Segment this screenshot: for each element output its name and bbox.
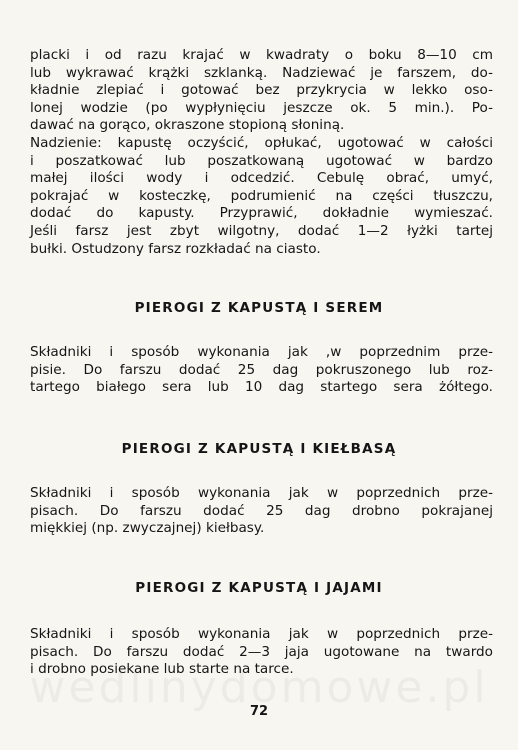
section-title-sausage: PIEROGI Z KAPUSTĄ I KIEŁBASĄ bbox=[121, 441, 397, 457]
text-line: pisie. Do farszu dodać 25 dag pokruszonego lub roz- bbox=[30, 361, 493, 378]
text-line: Składniki i sposób wykonania jak ,w poprzednim prze- bbox=[30, 344, 493, 360]
text-line: placki i od razu krajać w kwadraty o boku 8—10 cm bbox=[30, 47, 493, 63]
text-line: dodać do kapusty. Przyprawić, dokładnie wymieszać. bbox=[30, 205, 493, 222]
text-line: lub wykrawać krążki szklanką. Nadziewać je farszem, do- bbox=[30, 64, 493, 81]
text-line: Składniki i sposób wykonania jak w poprzednich prze- bbox=[30, 485, 493, 501]
section-title-eggs: PIEROGI Z KAPUSTĄ I JAJAMI bbox=[135, 580, 383, 596]
text-line: dawać na gorąco, okraszone stopioną słoniną. bbox=[30, 117, 345, 134]
text-line: i poszatkować lub poszatkowaną ugotować w bardzo bbox=[30, 152, 493, 169]
section-body-eggs bbox=[30, 626, 493, 679]
text-line: pisach. Do farszu dodać 25 dag drobno pokrajanej bbox=[30, 502, 493, 519]
text-line: małej ilości wody i odcedzić. Cebulę obrać, umyć, bbox=[30, 170, 493, 187]
section-title-cheese: PIEROGI Z KAPUSTĄ I SEREM bbox=[134, 300, 384, 316]
text-line: pisach. Do farszu dodać 2—3 jaja ugotowane na twardo bbox=[30, 643, 493, 660]
text-line: lonej wodzie (po wypłynięciu jeszcze ok. 5 min.). Po- bbox=[30, 99, 493, 116]
text-line: miękkiej (np. zwyczajnej) kiełbasy. bbox=[30, 520, 265, 537]
text-line: i drobno posiekane lub starte na tarce. bbox=[30, 661, 294, 678]
section-body-sausage bbox=[30, 485, 493, 538]
text-line: bułki. Ostudzony farsz rozkładać na ciasto. bbox=[30, 240, 321, 257]
intro-paragraph bbox=[30, 47, 493, 258]
text-line: Nadzienie: kapustę oczyścić, opłukać, ugotować w całości bbox=[30, 134, 493, 151]
text-line: pokrajać w kosteczkę, podrumienić na części tłuszczu, bbox=[30, 187, 493, 204]
text-line: tartego białego sera lub 10 dag startego sera żółtego. bbox=[30, 379, 493, 396]
text-line: Składniki i sposób wykonania jak w poprzednich prze- bbox=[30, 626, 493, 642]
text-line: Jeśli farsz jest zbyt wilgotny, dodać 1—2 łyżki tartej bbox=[30, 222, 493, 239]
section-body-cheese bbox=[30, 344, 493, 397]
text-line: kładnie zlepiać i gotować bez przykrycia w lekko oso- bbox=[30, 82, 493, 99]
page-number: 72 bbox=[249, 704, 269, 719]
